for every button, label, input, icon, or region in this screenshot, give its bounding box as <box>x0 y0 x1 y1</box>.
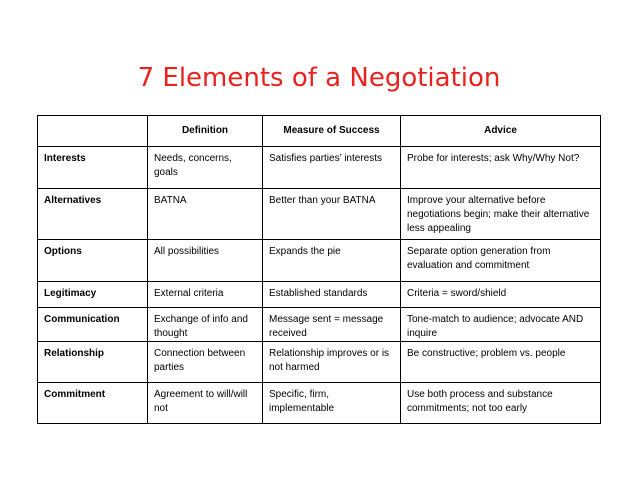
row-label: Legitimacy <box>38 282 148 308</box>
measure-cell: Better than your BATNA <box>263 189 401 240</box>
header-advice: Advice <box>401 116 601 147</box>
definition-cell: Connection between parties <box>148 342 263 383</box>
row-label: Communication <box>38 308 148 342</box>
advice-cell: Criteria = sword/shield <box>401 282 601 308</box>
header-measure: Measure of Success <box>263 116 401 147</box>
advice-cell: Be constructive; problem vs. people <box>401 342 601 383</box>
definition-cell: All possibilities <box>148 240 263 282</box>
advice-cell: Separate option generation from evaluation and commitment <box>401 240 601 282</box>
row-label: Options <box>38 240 148 282</box>
table-row <box>38 240 601 282</box>
definition-cell: Needs, concerns, goals <box>148 147 263 189</box>
measure-cell: Expands the pie <box>263 240 401 282</box>
definition-cell: Agreement to will/will not <box>148 383 263 424</box>
table-header-row <box>38 116 601 147</box>
advice-cell: Use both process and substance commitments; not too early <box>401 383 601 424</box>
advice-cell: Probe for interests; ask Why/Why Not? <box>401 147 601 189</box>
table-row <box>38 189 601 240</box>
advice-cell: Tone-match to audience; advocate AND inquire <box>401 308 601 342</box>
table-row <box>38 383 601 424</box>
row-label: Commitment <box>38 383 148 424</box>
measure-cell: Specific, firm, implementable <box>263 383 401 424</box>
page-title: 7 Elements of a Negotiation <box>137 63 501 93</box>
table-row <box>38 147 601 189</box>
measure-cell: Satisfies parties’ interests <box>263 147 401 189</box>
row-label: Interests <box>38 147 148 189</box>
table-row <box>38 308 601 342</box>
row-label: Alternatives <box>38 189 148 240</box>
header-blank <box>38 116 148 147</box>
measure-cell: Established standards <box>263 282 401 308</box>
measure-cell: Message sent = message received <box>263 308 401 342</box>
measure-cell: Relationship improves or is not harmed <box>263 342 401 383</box>
row-label: Relationship <box>38 342 148 383</box>
table-row <box>38 282 601 308</box>
definition-cell: BATNA <box>148 189 263 240</box>
definition-cell: External criteria <box>148 282 263 308</box>
definition-cell: Exchange of info and thought <box>148 308 263 342</box>
table-row <box>38 342 601 383</box>
advice-cell: Improve your alternative before negotiations begin; make their alternative less appealing <box>401 189 601 240</box>
header-definition: Definition <box>148 116 263 147</box>
elements-table <box>37 115 601 424</box>
